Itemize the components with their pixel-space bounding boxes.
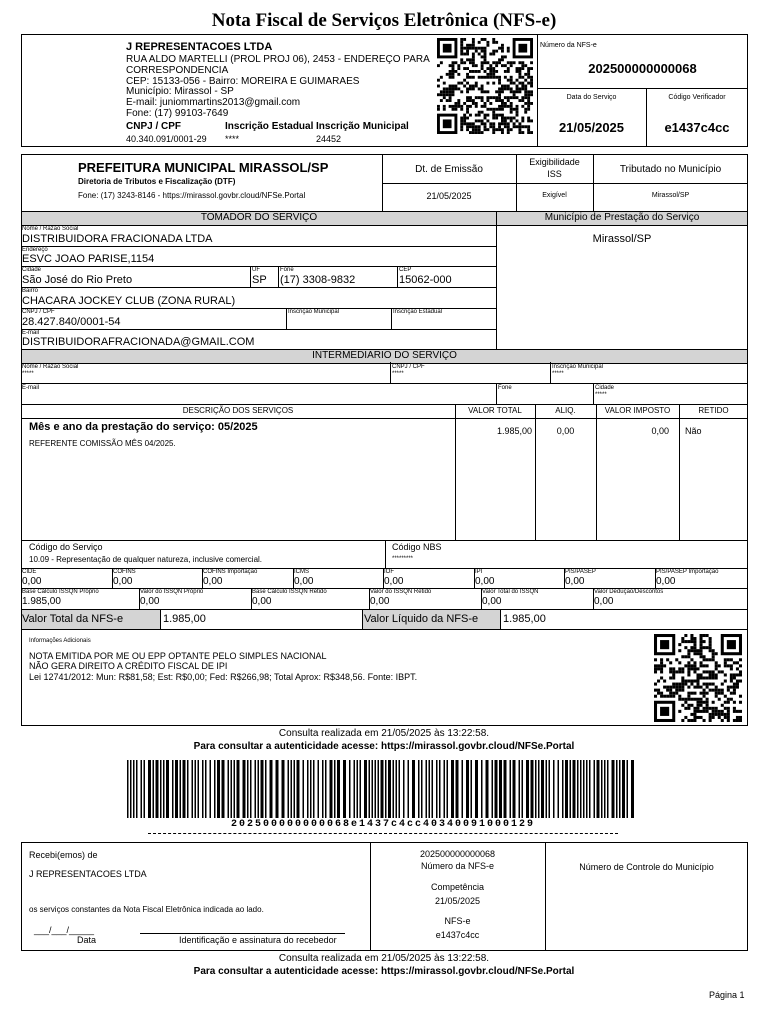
control-number-label: Número de Controle do Município [579, 862, 714, 872]
tomador-name-label: Nome / Razão Social [22, 226, 79, 232]
intermediario-email-label: E-mail [22, 385, 40, 391]
calc-value: 0,00 [594, 596, 614, 607]
consulta-line-2[interactable]: Para consultar a autenticidade acesse: https://mirassol.govbr.cloud/NFSe.Portal [193, 741, 575, 752]
service-imposto: 0,00 [651, 426, 669, 436]
tomador-bairro-label: Bairro [22, 288, 39, 294]
receipt-number: 202500000000068 [419, 849, 496, 859]
date-blank: ___/___/_____ [34, 925, 95, 935]
tomador-city-label: Cidade [22, 267, 42, 273]
cut-line [148, 833, 618, 834]
provider-city: Município: Mirassol - SP [126, 86, 234, 97]
tax-value: 0,00 [294, 576, 314, 587]
tax-value: 0,00 [384, 576, 404, 587]
calc-label: Valor do ISSQN Próprio [140, 589, 204, 595]
tomador-ie-label: Inscrição Estadual [393, 309, 443, 315]
exig-label-2: ISS [547, 169, 562, 179]
info-label: Informações Adicionais [29, 638, 91, 644]
nbs-value: ********* [392, 556, 414, 562]
tomador-im-label: Inscrição Municipal [288, 309, 340, 315]
qr-code-icon [437, 38, 533, 134]
intermediario-im: ***** [552, 371, 564, 377]
tomador-city: São José do Rio Preto [22, 274, 133, 286]
tax-label: CIDE [22, 569, 37, 575]
calc-value: 0,00 [482, 596, 502, 607]
calc-label: Valor Total do ISSQN [482, 589, 539, 595]
trib-label: Tributado no Município [619, 164, 722, 175]
tax-label: ICMS [294, 569, 309, 575]
intermediario-name-label: Nome / Razão Social [22, 364, 79, 370]
provider-cep: CEP: 15133-056 - Bairro: MOREIRA E GUIMARAES [126, 76, 360, 87]
provider-im: 24452 [316, 134, 342, 144]
aliq-header: ALIQ. [555, 406, 576, 415]
tax-value: 0,00 [475, 576, 495, 587]
total-label: Valor Total da NFS-e [22, 613, 124, 625]
retido-header: RETIDO [698, 406, 729, 415]
consulta-line-1-bottom: Consulta realizada em 21/05/2025 às 13:22:58. [278, 953, 490, 964]
tomador-address: ESVC JOAO PARISE,1154 [22, 253, 155, 265]
info-line-2: NÃO GERA DIREITO A CRÉDITO FISCAL DE IPI [29, 661, 228, 671]
receipt-comp-label: Competência [430, 882, 485, 892]
intermediario-city-label: Cidade [595, 385, 615, 391]
tax-label: PIS/PASEP [565, 569, 596, 575]
calc-value: 1.985,00 [22, 596, 61, 607]
receipt-nfse-code: e1437c4cc [435, 930, 480, 940]
provider-address-2: CORRESPONDENCIA [126, 65, 229, 76]
total-value: 1.985,00 [163, 613, 206, 625]
total-header: VALOR TOTAL [468, 406, 522, 415]
tomador-address-label: Endereço [22, 247, 48, 253]
tax-value: 0,00 [113, 576, 133, 587]
provider-cnpj-label: CNPJ / CPF [126, 121, 182, 132]
service-date-label: Data do Serviço [566, 94, 617, 101]
date-label: Data [77, 935, 97, 945]
exig-label-1: Exigibilidade [529, 157, 580, 167]
calc-label: Base Cálculo ISSQN Retido [252, 589, 327, 595]
tomador-cep: 15062-000 [399, 274, 452, 286]
emission-label: Dt. de Emissão [415, 164, 483, 175]
intermediario-cnpj-label: CNPJ / CPF [392, 364, 425, 370]
received-label: Recebi(emos) de [29, 850, 98, 860]
service-aliq: 0,00 [556, 426, 575, 436]
prefeitura-sub: Diretoria de Tributos e Fiscalização (DTF) [78, 177, 236, 186]
verification-code: e1437c4cc [664, 120, 730, 135]
tomador-header: TOMADOR DO SERVIÇO [200, 212, 318, 223]
calc-label: Base Cálculo ISSQN Próprio [22, 589, 99, 595]
service-code: 10.09 - Representação de qualquer natureza, inclusive comercial. [29, 555, 263, 564]
receipt-nfse-label: NFS-e [444, 916, 471, 926]
provider-name: J REPRESENTACOES LTDA [126, 41, 273, 53]
emission-date: 21/05/2025 [426, 191, 472, 201]
nfse-number: 202500000000068 [588, 61, 697, 76]
trib-value: Mirassol/SP [651, 192, 690, 199]
liquido-label: Valor Líquido da NFS-e [364, 613, 479, 625]
calc-value: 0,00 [252, 596, 272, 607]
service-total: 1.985,00 [496, 426, 532, 436]
tomador-name: DISTRIBUIDORA FRACIONADA LTDA [22, 233, 213, 245]
intermediario-phone-label: Fone [498, 385, 512, 391]
signature-label: Identificação e assinatura do recebedor [179, 935, 337, 945]
exig-value: Exigível [542, 192, 567, 199]
tomador-cnpj-label: CNPJ / CPF [22, 309, 55, 315]
tax-label: IPI [475, 569, 483, 575]
document-title: Nota Fiscal de Serviços Eletrônica (NFS-e) [211, 10, 557, 31]
receipt-number-label: Número da NFS-e [420, 861, 495, 871]
prefeitura-name: PREFEITURA MUNICIPAL MIRASSOL/SP [78, 160, 329, 175]
tomador-uf: SP [252, 274, 267, 286]
calc-label: Valor Dedução/Descontos [594, 589, 664, 595]
nbs-label: Código NBS [392, 542, 442, 552]
receipt-comp: 21/05/2025 [434, 896, 481, 906]
intermediario-name: ***** [22, 371, 34, 377]
prefeitura-phone: Fone: (17) 3243-8146 - https://mirassol.govbr.cloud/NFSe.Portal [78, 191, 306, 200]
municipio-value: Mirassol/SP [592, 233, 652, 245]
calc-value: 0,00 [140, 596, 160, 607]
provider-im-label: Inscrição Municipal [316, 121, 409, 132]
tax-label: COFINS [113, 569, 136, 575]
provider-phone: Fone: (17) 99103-7649 [126, 108, 229, 119]
intermediario-header: INTERMEDIARIO DO SERVIÇO [312, 350, 457, 361]
tomador-phone-label: Fone [280, 267, 294, 273]
service-code-label: Código do Serviço [29, 542, 103, 552]
signature-line [140, 933, 345, 934]
tomador-cnpj: 28.427.840/0001-54 [22, 316, 121, 328]
info-line-3: Lei 12741/2012: Mun: R$81,58; Est: R$0,00; Fed: R$266,98; Total Aprox: R$348,56. Fonte: IBPT. [29, 672, 418, 682]
tomador-bairro: CHACARA JOCKEY CLUB (ZONA RURAL) [22, 295, 236, 307]
info-line-1: NOTA EMITIDA POR ME OU EPP OPTANTE PELO SIMPLES NACIONAL [29, 651, 327, 661]
received-services: os serviços constantes da Nota Fiscal Eletrônica indicada ao lado. [29, 905, 264, 914]
provider-email: E-mail: juniommartins2013@gmail.com [126, 97, 301, 108]
tax-value: 0,00 [203, 576, 223, 587]
service-description: REFERENTE COMISSÃO MÊS 04/2025. [29, 439, 176, 448]
tax-value: 0,00 [22, 576, 42, 587]
liquido-value: 1.985,00 [503, 613, 546, 625]
provider-address: RUA ALDO MARTELLI (PROL PROJ 06), 2453 - ENDEREÇO PARA [126, 54, 430, 65]
imposto-header: VALOR IMPOSTO [604, 406, 671, 415]
tax-label: COFINS Importação [203, 569, 258, 575]
intermediario-city: ***** [595, 392, 607, 398]
consulta-line-2-bottom[interactable]: Para consultar a autenticidade acesse: https://mirassol.govbr.cloud/NFSe.Portal [193, 966, 575, 977]
service-period: Mês e ano da prestação do serviço: 05/2025 [29, 421, 258, 433]
page-number: Página 1 [709, 990, 745, 1000]
verification-code-label: Código Verificador [668, 94, 726, 101]
barcode-text: 202500000000068e1437c4cc40340091000129 [230, 819, 536, 830]
tomador-cep-label: CEP [399, 267, 412, 273]
service-date: 21/05/2025 [558, 120, 625, 135]
intermediario-im-label: Inscrição Municipal [552, 364, 604, 370]
nfse-number-label: Número da NFS-e [540, 42, 597, 49]
barcode-icon [127, 760, 639, 818]
tomador-email: DISTRIBUIDORAFRACIONADA@GMAIL.COM [22, 336, 255, 348]
tax-label: IOF [384, 569, 394, 575]
provider-ie-label: Inscrição Estadual [225, 121, 314, 132]
provider-ie: **** [225, 134, 240, 144]
qr-code-icon [654, 634, 742, 722]
tax-label: PIS/PASEP Importação [656, 569, 719, 575]
calc-label: Valor do ISSQN Retido [370, 589, 432, 595]
provider-cnpj: 40.340.091/0001-29 [126, 134, 207, 144]
service-retido: Não [685, 426, 702, 436]
consulta-line-1: Consulta realizada em 21/05/2025 às 13:22:58. [278, 728, 490, 739]
received-from: J REPRESENTACOES LTDA [29, 869, 147, 879]
municipio-header: Município de Prestação do Serviço [544, 212, 700, 223]
tax-value: 0,00 [656, 576, 676, 587]
tomador-uf-label: UF [252, 267, 260, 273]
tomador-phone: (17) 3308-9832 [280, 274, 356, 286]
desc-header: DESCRIÇÃO DOS SERVIÇOS [182, 406, 294, 415]
tax-value: 0,00 [565, 576, 585, 587]
calc-value: 0,00 [370, 596, 390, 607]
tomador-email-label: E-mail [22, 330, 40, 336]
intermediario-cnpj: ***** [392, 371, 404, 377]
